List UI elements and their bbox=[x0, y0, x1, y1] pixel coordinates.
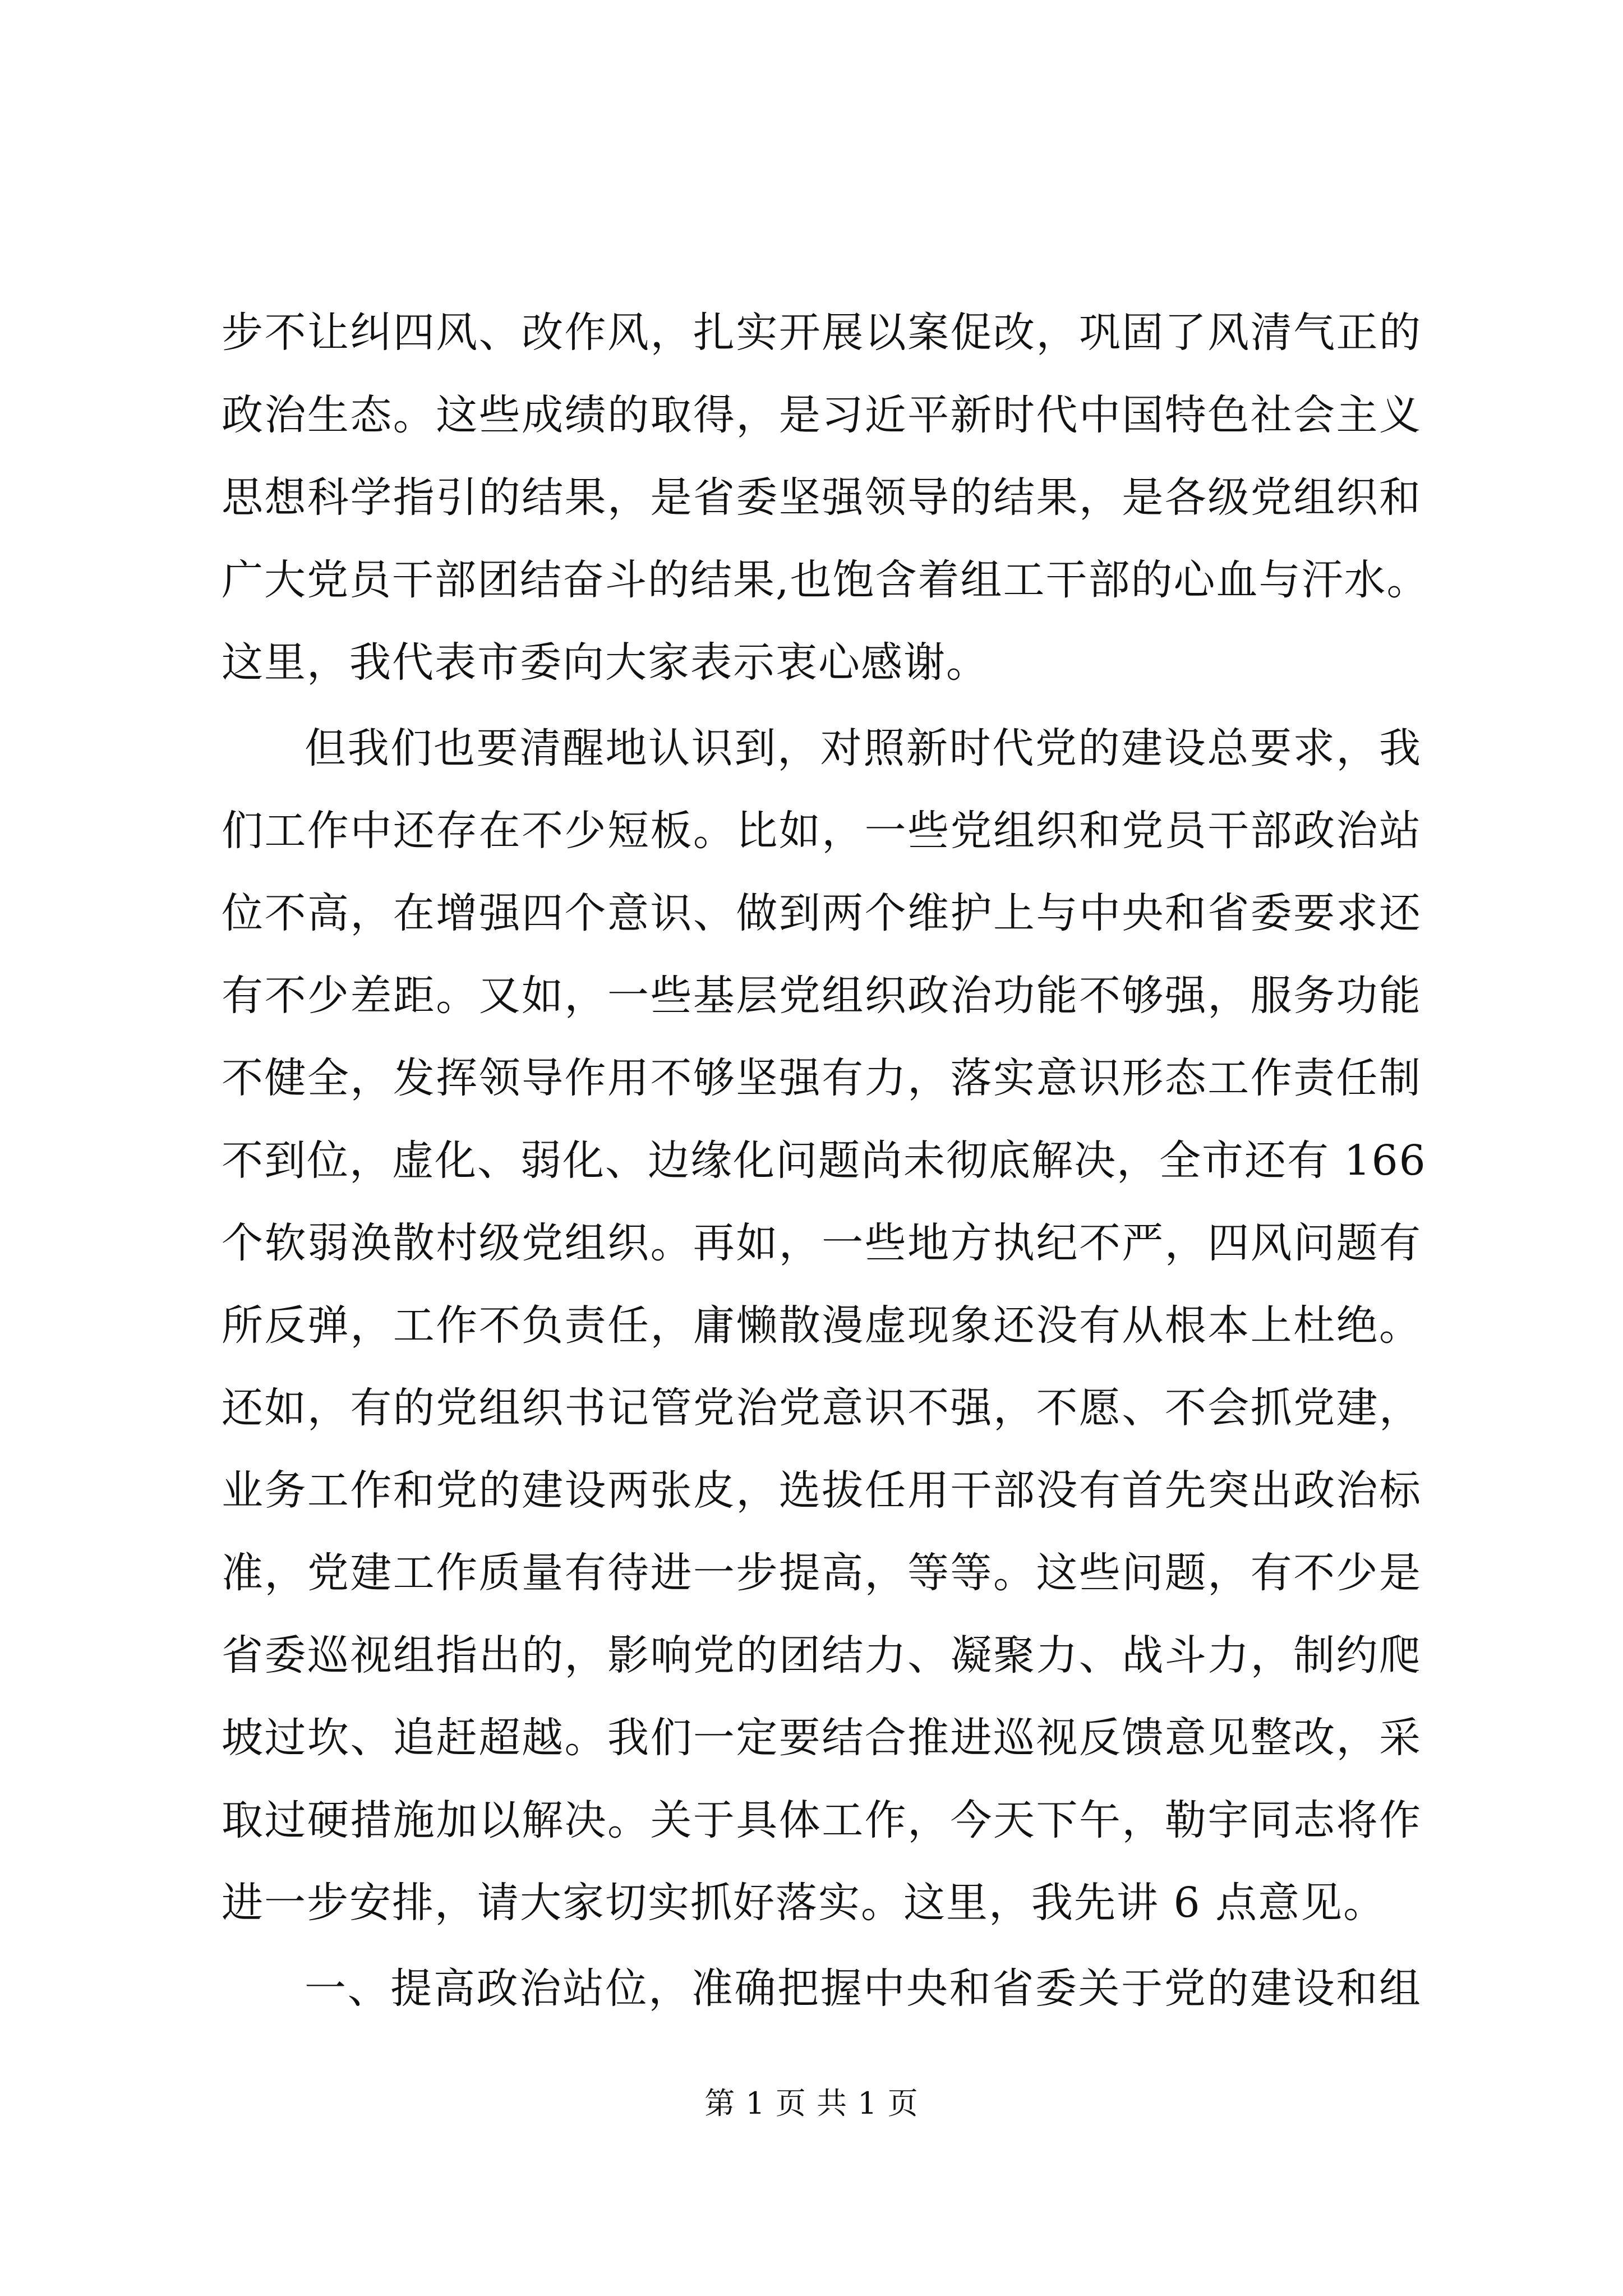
text-line: 取过硬措施加以解决。关于具体工作，今天下午，勒宇同志将作 bbox=[222, 1796, 1422, 1844]
text-line: 个软弱涣散村级党组织。再如，一些地方执纪不严，四风问题有 bbox=[222, 1219, 1422, 1267]
paragraph-3 bbox=[222, 1948, 1422, 2030]
text-line: 不健全，发挥领导作用不够坚强有力，落实意识形态工作责任制 bbox=[222, 1054, 1422, 1102]
text-line: 有不少差距。又如，一些基层党组织政治功能不够强，服务功能 bbox=[222, 972, 1422, 1020]
text-line: 但我们也要清醒地认识到，对照新时代党的建设总要求，我 bbox=[305, 724, 1422, 772]
text-line: 步不让纠四风、改作风，扎实开展以案促改，巩固了风清气正的 bbox=[222, 309, 1422, 357]
text-line: 广大党员干部团结奋斗的结果,也饱含着组工干部的心血与汗水。 bbox=[222, 556, 1430, 604]
text-line: 准，党建工作质量有待进一步提高，等等。这些问题，有不少是 bbox=[222, 1549, 1422, 1597]
page-footer: 第 1 页 共 1 页 bbox=[704, 2086, 919, 2121]
text-line: 坡过坎、追赶超越。我们一定要结合推进巡视反馈意见整改，采 bbox=[222, 1714, 1422, 1762]
text-line: 进一步安排，请大家切实抓好落实。这里，我先讲 6 点意见。 bbox=[222, 1879, 1386, 1927]
text-line: 们工作中还存在不少短板。比如，一些党组织和党员干部政治站 bbox=[222, 807, 1422, 855]
body-text bbox=[222, 292, 1430, 2030]
text-line: 政治生态。这些成绩的取得，是习近平新时代中国特色社会主义 bbox=[222, 391, 1422, 439]
text-line: 不到位，虚化、弱化、边缘化问题尚未彻底解决，全市还有 166 bbox=[222, 1137, 1427, 1185]
text-line: 省委巡视组指出的，影响党的团结力、凝聚力、战斗力，制约爬 bbox=[222, 1631, 1422, 1680]
text-line: 还如，有的党组织书记管党治党意识不强，不愿、不会抓党建， bbox=[222, 1384, 1422, 1432]
text-line: 业务工作和党的建设两张皮，选拔任用干部没有首先突出政治标 bbox=[222, 1466, 1422, 1515]
text-line: 这里，我代表市委向大家表示衷心感谢。 bbox=[222, 638, 989, 687]
paragraph-2 bbox=[222, 707, 1427, 1944]
text-line: 位不高，在增强四个意识、做到两个维护上与中央和省委要求还 bbox=[222, 889, 1422, 937]
paragraph-1 bbox=[222, 292, 1430, 704]
text-line: 所反弹，工作不负责任，庸懒散漫虚现象还没有从根本上杜绝。 bbox=[222, 1301, 1422, 1350]
section-heading-line: 一、提高政治站位，准确把握中央和省委关于党的建设和组 bbox=[305, 1964, 1422, 2013]
text-line: 思想科学指引的结果，是省委坚强领导的结果，是各级党组织和 bbox=[222, 473, 1422, 522]
